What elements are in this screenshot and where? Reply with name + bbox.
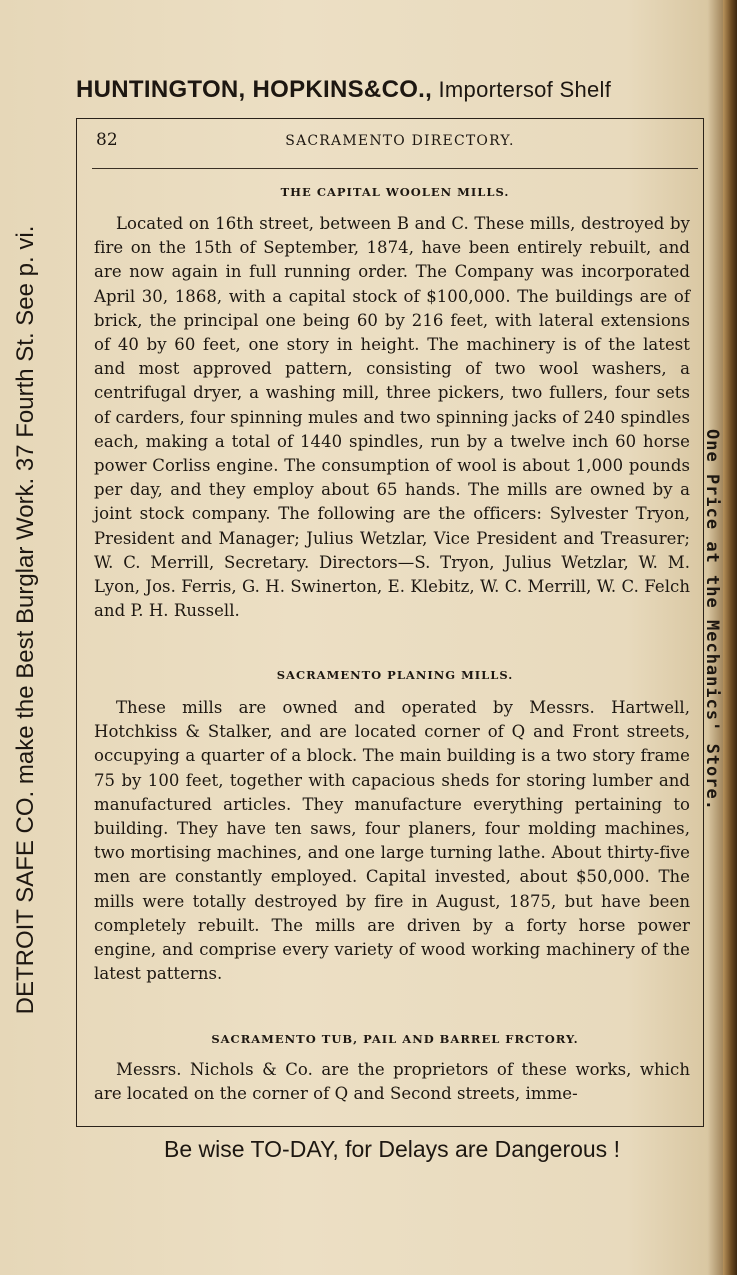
right-margin-advertisement: One Price at the Mechanics' Store.	[702, 429, 722, 811]
section-title-planing-mills: SACRAMENTO PLANING MILLS.	[276, 668, 514, 682]
page-number: 82	[96, 130, 118, 150]
top-banner-company: HUNTINGTON, HOPKINS&CO.,	[76, 76, 433, 103]
book-spine-edge	[723, 0, 737, 1275]
top-advertisement-banner	[76, 76, 708, 110]
section-title-capital-woolen-mills: THE CAPITAL WOOLEN MILLS.	[280, 185, 510, 199]
running-title: SACRAMENTO DIRECTORY.	[285, 133, 515, 149]
paragraph-planing-mills: These mills are owned and operated by Messrs. Hartwell, Hotchkiss & Stalker, and are located corner of Q and Front streets, occupying a quarter of a block. The main building is a two story frame 75 by 100 feet, together with capacious sheds for storing lumber and manufactured articles. They manufacture everything pertaining to building. They have ten saws, four planers, four molding machines, two mortising machines, and one large turning lathe. About thirty-five men are constantly employed. Capital invested, about $50,000. The mills were totally destroyed by fire in August, 1875, but have been completely rebuilt. The mills are driven by a forty horse power engine, and comprise every variety of wood working machinery of the latest patterns.	[94, 698, 690, 984]
section-title-tub-pail-barrel-factory: SACRAMENTO TUB, PAIL AND BARREL FRCTORY.	[211, 1032, 579, 1046]
left-margin-advertisement: DETROIT SAFE CO. make the Best Burglar Work. 37 Fourth St. See p. vi.	[12, 225, 39, 1015]
header-rule	[92, 168, 698, 169]
top-banner-tagline: Importersof Shelf	[432, 77, 612, 102]
paragraph-tub-pail-barrel-factory: Messrs. Nichols & Co. are the proprietors of these works, which are located on the corner of Q and Second streets, imme-	[94, 1060, 690, 1104]
bottom-advertisement-banner: Be wise TO-DAY, for Delays are Dangerous !	[164, 1136, 620, 1162]
paragraph-capital-woolen-mills: Located on 16th street, between B and C. These mills, destroyed by fire on the 15th of September, 1874, have been entirely rebuilt, and are now again in full running order. The Company was incorporated April 30, 1868, with a capital stock of $100,000. The buildings are of brick, the principal one being 60 by 216 feet, with lateral extensions of 40 by 60 feet, one story in height. The machinery is of the latest and most approved pattern, consisting of two wool washers, a centrifugal dryer, a washing mill, three pickers, two fullers, four sets of carders, four spinning mules and two spinning jacks of 240 spindles each, making a total of 1440 spindles, run by a twelve inch 60 horse power Corliss engine. The consumption of wool is about 1,000 pounds per day, and they employ about 65 hands. The mills are owned by a joint stock company. The following are the officers: Sylvester Tryon, President and Manager; Julius Wetzlar, Vice President and Treasurer; W. C. Merrill, Secretary. Directors—S. Tryon, Julius Wetzlar, W. M. Lyon, Jos. Ferris, G. H. Swinerton, E. Klebitz, W. C. Merrill, W. C. Felch and P. H. Russell.	[94, 214, 690, 621]
